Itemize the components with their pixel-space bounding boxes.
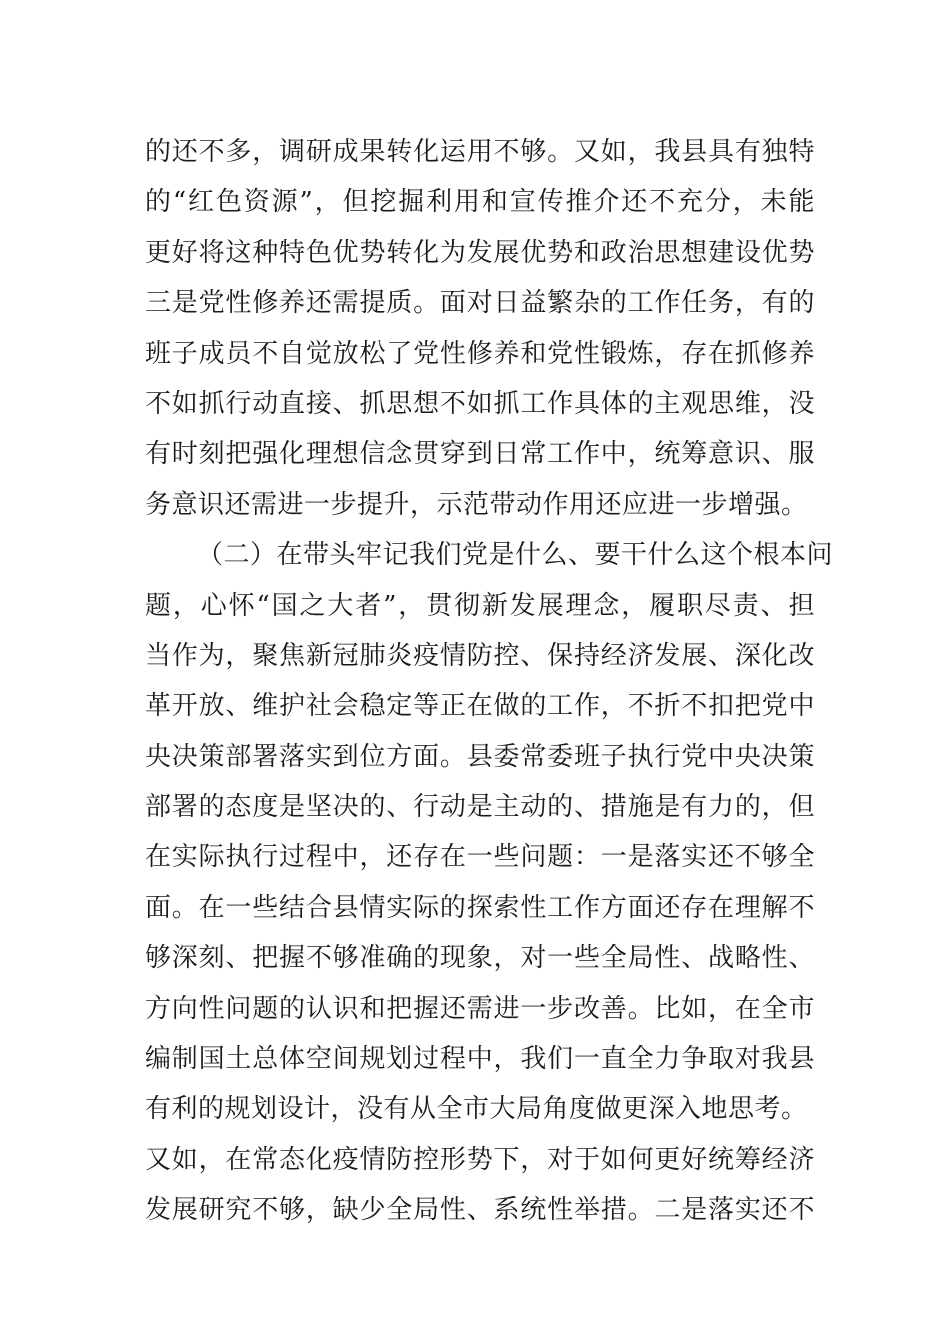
text-line: 发展研究不够，缺少全局性、系统性举措。二是落实还不 bbox=[145, 1195, 815, 1226]
document-body-text bbox=[145, 127, 834, 1236]
text-line: 又如，在常态化疫情防控形势下，对于如何更好统筹经济 bbox=[145, 1144, 815, 1175]
text-line: 央决策部署落实到位方面。县委常委班子执行党中央决策 bbox=[145, 741, 815, 772]
text-line: 在实际执行过程中，还存在一些问题：一是落实还不够全 bbox=[145, 842, 815, 873]
text-line: 面。在一些结合县情实际的探索性工作方面还存在理解不 bbox=[145, 892, 815, 923]
text-line: 有时刻把强化理想信念贯穿到日常工作中，统筹意识、服 bbox=[145, 439, 815, 470]
text-line: 的还不多，调研成果转化运用不够。又如，我县具有独特 bbox=[145, 137, 815, 167]
text-line: 部署的态度是坚决的、行动是主动的、措施是有力的，但 bbox=[145, 792, 815, 823]
text-line: 有利的规划设计，没有从全市大局角度做更深入地思考。 bbox=[145, 1094, 808, 1125]
text-line: 务意识还需进一步提升，示范带动作用还应进一步增强。 bbox=[145, 489, 808, 520]
text-line: 的“红色资源”，但挖掘利用和宣传推介还不充分，未能 bbox=[145, 187, 815, 218]
text-line: 编制国土总体空间规划过程中，我们一直全力争取对我县 bbox=[145, 1044, 815, 1075]
text-line: 班子成员不自觉放松了党性修养和党性锻炼，存在抓修养 bbox=[145, 338, 815, 369]
text-line: （二）在带头牢记我们党是什么、要干什么这个根本问 bbox=[197, 540, 834, 571]
text-line: 三是党性修养还需提质。面对日益繁杂的工作任务，有的 bbox=[145, 288, 815, 319]
text-line: 够深刻、把握不够准确的现象，对一些全局性、战略性、 bbox=[145, 943, 815, 974]
text-line: 方向性问题的认识和把握还需进一步改善。比如，在全市 bbox=[145, 993, 815, 1024]
text-line: 题，心怀“国之大者”，贯彻新发展理念，履职尽责、担 bbox=[145, 590, 815, 621]
text-line: 当作为，聚焦新冠肺炎疫情防控、保持经济发展、深化改 bbox=[145, 640, 815, 671]
text-line: 更好将这种特色优势转化为发展优势和政治思想建设优势 bbox=[145, 237, 815, 268]
text-line: 革开放、维护社会稳定等正在做的工作，不折不扣把党中 bbox=[145, 691, 815, 722]
text-line: 不如抓行动直接、抓思想不如抓工作具体的主观思维，没 bbox=[145, 388, 815, 419]
